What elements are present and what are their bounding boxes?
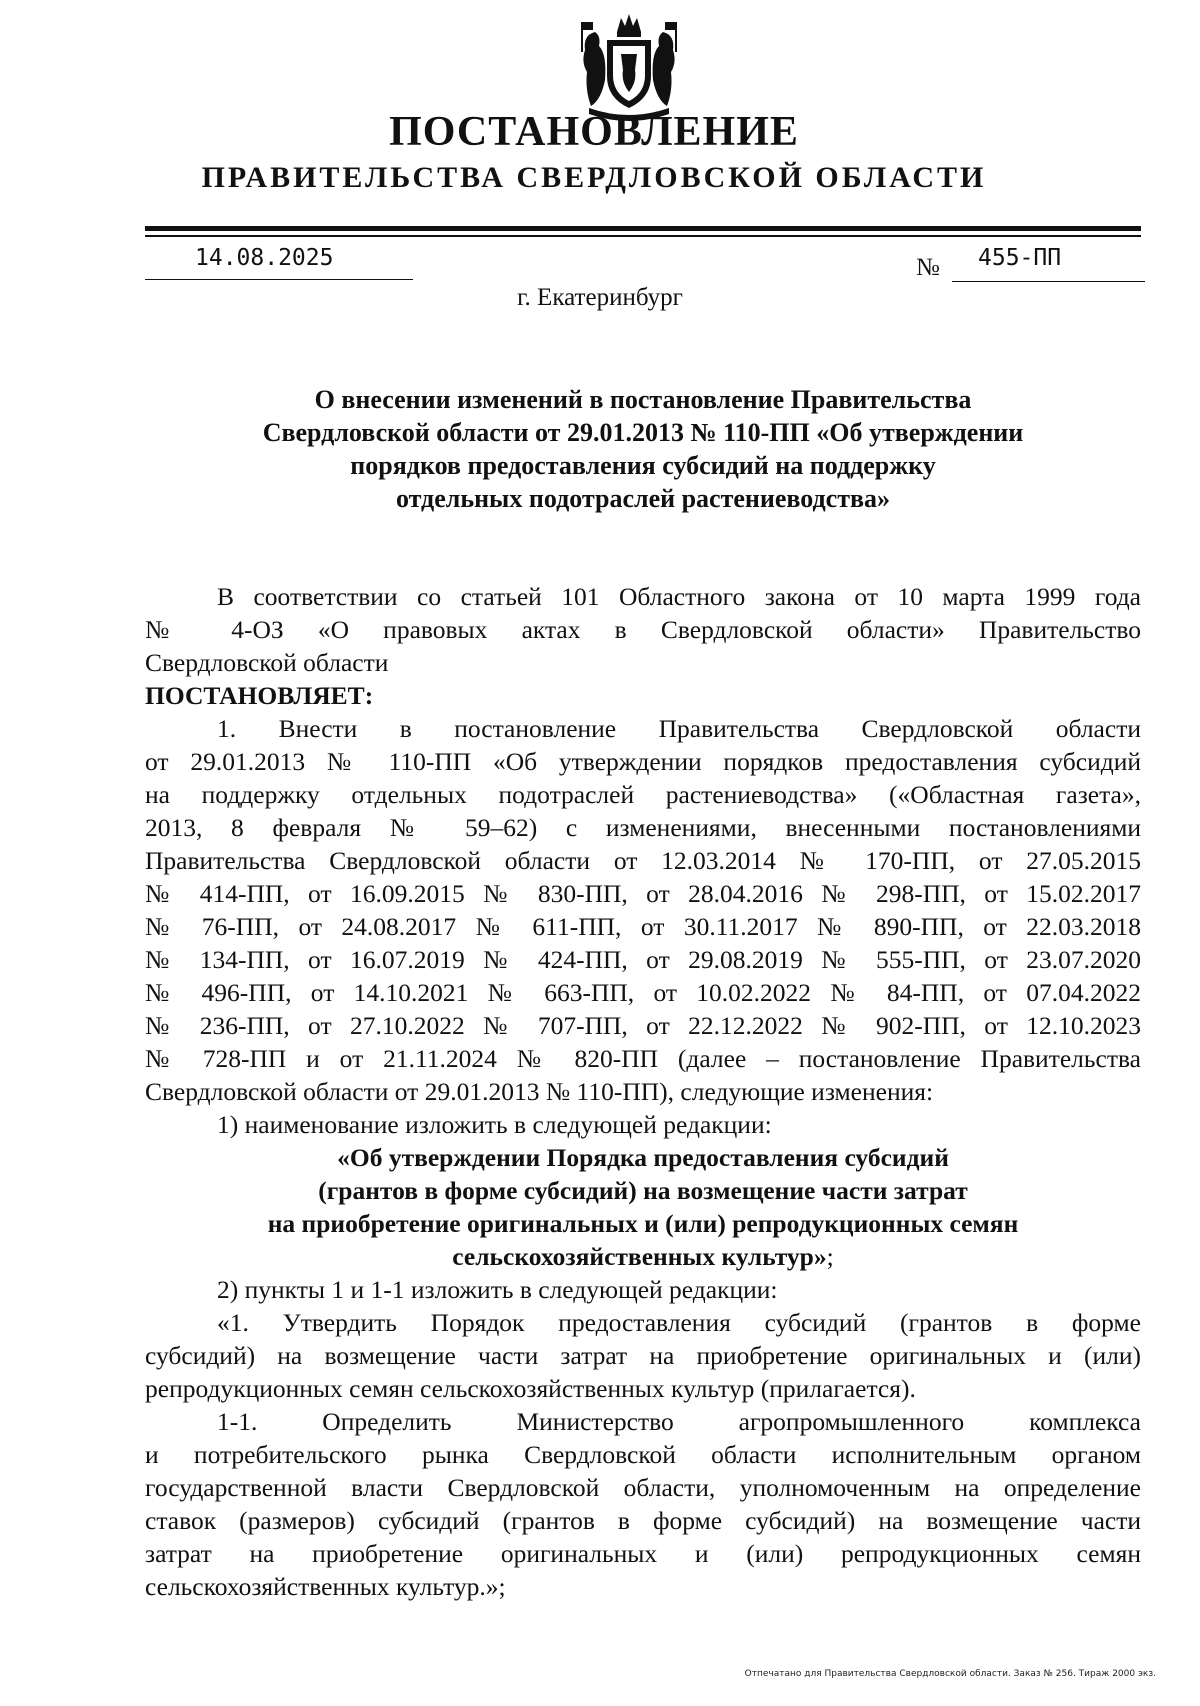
item1-line: от 29.01.2013 № 110-ПП «Об утверждении порядков предоставления субсидий	[145, 747, 1141, 776]
new-name-line: «Об утверждении Порядка предоставления субсидий	[337, 1143, 949, 1172]
title-line: порядков предоставления субсидий на поддержку	[350, 451, 936, 480]
point1-1-line: и потребительского рынка Свердловской области исполнительным органом	[145, 1440, 1141, 1469]
item1-line: № 76-ПП, от 24.08.2017 № 611-ПП, от 30.11.2017 № 890-ПП, от 22.03.2018	[145, 912, 1141, 941]
item1-line: № 236-ПП, от 27.10.2022 № 707-ПП, от 22.12.2022 № 902-ПП, от 12.10.2023	[145, 1011, 1141, 1040]
header-divider-thin	[145, 235, 1141, 237]
subitem2-intro: 2) пункты 1 и 1-1 изложить в следующей редакции:	[217, 1275, 778, 1304]
item1-line: 2013, 8 февраля № 59–62) с изменениями, внесенными постановлениями	[145, 813, 1141, 842]
issuer-heading: ПРАВИТЕЛЬСТВА СВЕРДЛОВСКОЙ ОБЛАСТИ	[201, 161, 987, 194]
document-body	[145, 580, 1141, 1603]
point1-1-line: затрат на приобретение оригинальных и (или) репродукционных семян	[145, 1539, 1141, 1568]
coat-of-arms-icon	[577, 10, 681, 122]
document-number: 455-ПП	[978, 245, 1062, 271]
date-underline	[145, 279, 413, 280]
point1-1-line: 1-1. Определить Министерство агропромышленного комплекса	[217, 1407, 1141, 1436]
header-divider-thick	[145, 226, 1141, 231]
item1-line: на поддержку отдельных подотраслей растениеводства» («Областная газета»,	[145, 780, 1141, 809]
new-name-line: на приобретение оригинальных и (или) репродукционных семян	[267, 1209, 1019, 1238]
document-date: 14.08.2025	[195, 245, 334, 271]
point1-line: «1. Утвердить Порядок предоставления субсидий (грантов в форме	[217, 1308, 1141, 1337]
point1-line: репродукционных семян сельскохозяйственных культур (прилагается).	[145, 1374, 916, 1403]
preamble-line: В соответствии со статьей 101 Областного закона от 10 марта 1999 года	[217, 582, 1141, 611]
document-type-heading: ПОСТАНОВЛЕНИЕ	[389, 109, 799, 155]
item1-line: 1. Внести в постановление Правительства Свердловской области	[217, 714, 1141, 743]
point1-line: субсидий) на возмещение части затрат на приобретение оригинальных и (или)	[145, 1341, 1141, 1370]
item1-line: № 134-ПП, от 16.07.2019 № 424-ПП, от 29.08.2019 № 555-ПП, от 23.07.2020	[145, 945, 1141, 974]
city-line: г. Екатеринбург	[517, 284, 683, 311]
title-line: отдельных подотраслей растениеводства»	[395, 484, 891, 513]
item1-line: № 728-ПП и от 21.11.2024 № 820-ПП (далее – постановление Правительства	[145, 1044, 1141, 1073]
new-name-line: (грантов в форме субсидий) на возмещение части затрат	[318, 1176, 968, 1205]
title-line: О внесении изменений в постановление Правительства	[314, 385, 972, 414]
number-label: №	[916, 254, 940, 281]
subitem1-intro: 1) наименование изложить в следующей редакции:	[217, 1110, 772, 1139]
item1-line: Правительства Свердловской области от 12.03.2014 № 170-ПП, от 27.05.2015	[145, 846, 1141, 875]
point1-1-line: сельскохозяйственных культур.»;	[145, 1572, 506, 1601]
item1-line: № 414-ПП, от 16.09.2015 № 830-ПП, от 28.04.2016 № 298-ПП, от 15.02.2017	[145, 879, 1141, 908]
document-title	[145, 383, 1141, 515]
resolves-heading: ПОСТАНОВЛЯЕТ:	[145, 681, 374, 710]
preamble-line: № 4-ОЗ «О правовых актах в Свердловской области» Правительство	[145, 615, 1141, 644]
title-line: Свердловской области от 29.01.2013 № 110-ПП «Об утверждении	[262, 418, 1024, 447]
print-footer: Отпечатано для Правительства Свердловской области. Заказ № 256. Тираж 2000 экз.	[744, 1669, 1156, 1679]
new-name-line: сельскохозяйственных культур»	[452, 1242, 827, 1271]
point1-1-line: ставок (размеров) субсидий (грантов в форме субсидий) на возмещение части	[145, 1506, 1141, 1535]
new-name-line-last	[145, 1240, 1141, 1273]
number-underline	[952, 281, 1145, 282]
item1-line: № 496-ПП, от 14.10.2021 № 663-ПП, от 10.02.2022 № 84-ПП, от 07.04.2022	[145, 978, 1141, 1007]
item1-line: Свердловской области от 29.01.2013 № 110-ПП), следующие изменения:	[145, 1077, 934, 1106]
new-name-punctuation: ;	[826, 1242, 834, 1271]
point1-1-line: государственной власти Свердловской области, уполномоченным на определение	[145, 1473, 1141, 1502]
preamble-line: Свердловской области	[145, 648, 389, 677]
